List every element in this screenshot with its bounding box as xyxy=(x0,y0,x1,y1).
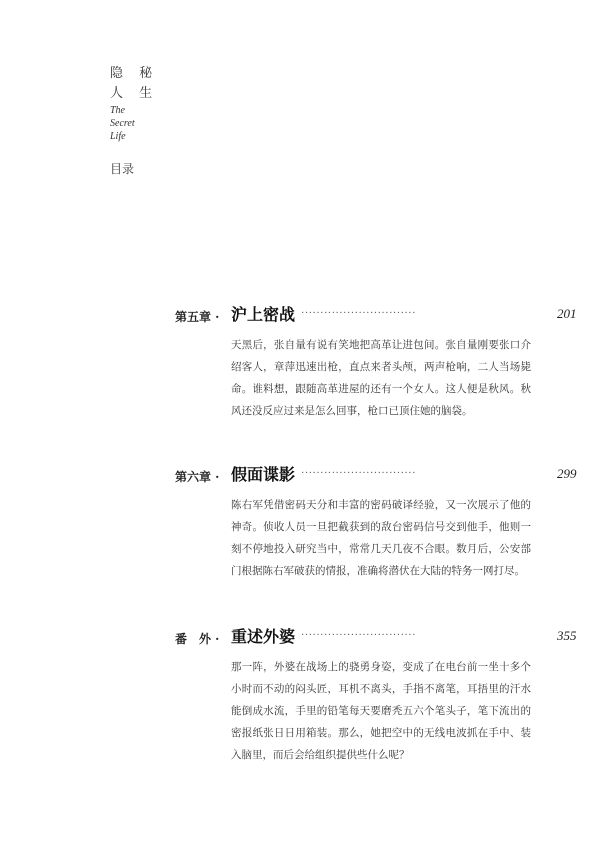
book-title-block xyxy=(110,64,158,143)
chapter-title[interactable]: 重述外婆 xyxy=(231,627,296,646)
chapter-title[interactable]: 沪上密战 xyxy=(231,305,296,324)
chapter-page-number: 355 xyxy=(557,628,577,643)
dot-leader: ······························ xyxy=(301,468,416,479)
chapter-heading xyxy=(175,462,577,486)
book-title-cn-line1: 隐 秘 xyxy=(110,66,159,81)
chapter-number: 第六章 · xyxy=(175,470,220,484)
chapter-6[interactable] xyxy=(175,462,577,577)
toc-label: 目录 xyxy=(110,162,135,176)
dot-leader: ······························ xyxy=(301,630,416,641)
book-title-en-line1: The xyxy=(110,105,125,116)
book-title-en-line3: Life xyxy=(110,131,126,142)
chapter-heading xyxy=(175,624,577,648)
book-title-cn-line2: 人 生 xyxy=(110,86,159,101)
chapter-summary: 天黑后，张自量有说有笑地把高革让进包间。张自量刚要张口介绍客人，章萍迅速出枪，直点来者头颅，两声枪响，二人当场毙命。谁料想，跟随高革进屋的还有一个女人。这人便是秋风。秋风还没反应过来是怎么回事，枪口已顶住她的脑袋。 xyxy=(231,339,531,417)
chapter-page-number: 299 xyxy=(557,466,577,481)
chapter-page-number: 201 xyxy=(557,306,577,321)
chapter-5[interactable] xyxy=(175,302,577,417)
chapter-number: 第五章 · xyxy=(175,310,220,324)
book-title-en-line2: Secret xyxy=(110,118,135,129)
chapter-extra[interactable] xyxy=(175,624,577,761)
chapter-heading xyxy=(175,302,577,326)
chapter-summary: 那一阵，外婆在战场上的骁勇身姿，变成了在电台前一坐十多个小时而不动的闷头匠，耳机不离头，手指不离笔，耳捂里的汗水能倒成水流，手里的铅笔每天要磨秃五六个笔头子，笔下流出的密报纸张日日用箱装。那么，她把空中的无线电波抓在手中、装入脑里，而后会给组织提供些什么呢？ xyxy=(231,661,531,761)
chapter-number: 番 外 · xyxy=(175,632,220,646)
chapter-summary: 陈右军凭借密码天分和丰富的密码破译经验，又一次展示了他的神奇。侦收人员一旦把截获到的敌台密码信号交到他手，他则一刻不停地投入研究当中，常常几天几夜不合眼。数月后，公安部门根据陈右军破获的情报，准确将潜伏在大陆的特务一网打尽。 xyxy=(231,499,531,577)
dot-leader: ······························ xyxy=(301,308,416,319)
chapter-title[interactable]: 假面谍影 xyxy=(231,465,296,484)
